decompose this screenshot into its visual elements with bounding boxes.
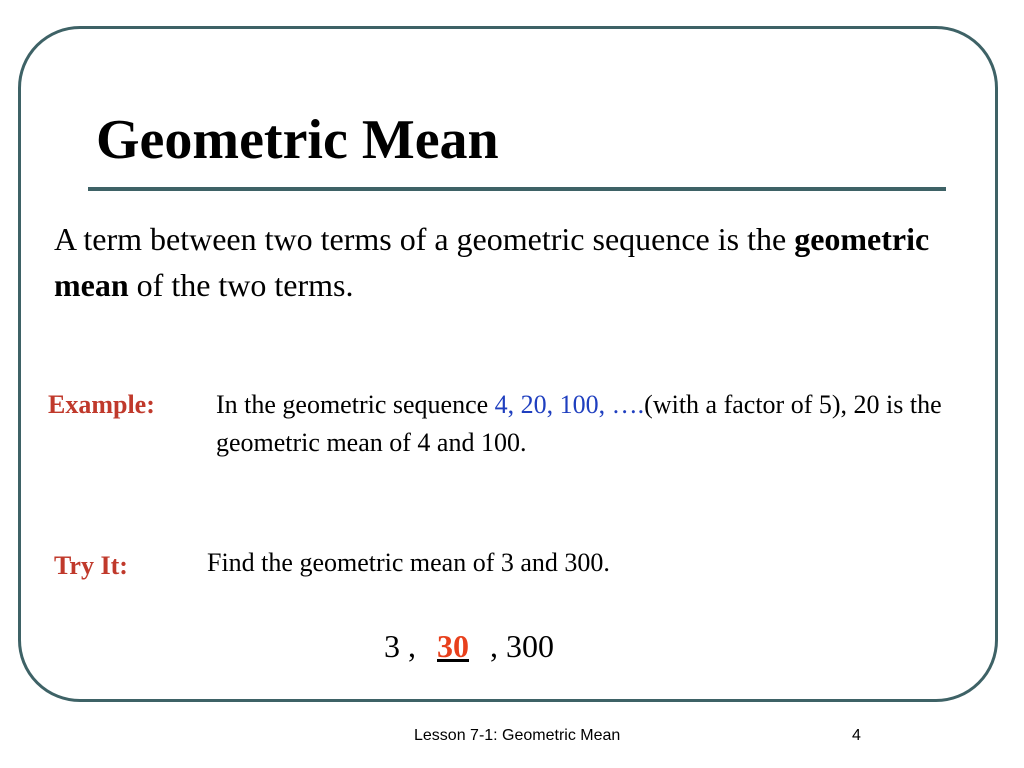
slide-title: Geometric Mean: [96, 109, 499, 171]
example-text-after: (with a factor of 5), 20 is the geometric mean of 4 and 100.: [216, 390, 942, 457]
answer-right: , 300: [482, 628, 554, 664]
answer-value: 30: [437, 628, 469, 664]
page-number: 4: [852, 727, 861, 744]
example-text-before: In the geometric sequence: [216, 390, 495, 419]
example-text: [216, 386, 976, 462]
try-it-prompt: Find the geometric mean of 3 and 300.: [207, 548, 610, 577]
definition-part1: A term between two terms of a geometric sequence is the: [54, 221, 795, 257]
definition-term: geometric mean: [54, 221, 930, 303]
example-label: Example:: [48, 390, 155, 419]
answer-line: [384, 630, 554, 662]
definition-part2: of the two terms.: [128, 267, 354, 303]
answer-left: 3 ,: [384, 628, 424, 664]
try-it-label: Try It:: [54, 551, 128, 580]
answer-blank: [424, 630, 482, 662]
definition-text: [54, 216, 984, 308]
title-underline: [88, 187, 946, 191]
footer-title: Lesson 7-1: Geometric Mean: [414, 727, 621, 744]
example-sequence: 4, 20, 100, ….: [494, 390, 645, 419]
